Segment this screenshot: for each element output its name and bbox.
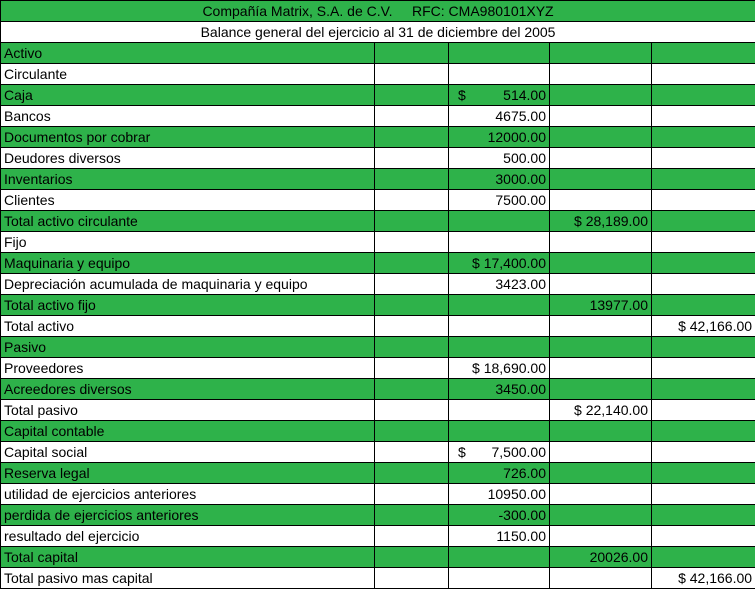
- empty-cell[interactable]: [652, 379, 755, 400]
- currency-symbol: $: [458, 444, 466, 460]
- empty-cell[interactable]: [550, 568, 652, 589]
- table-row: [1, 337, 755, 358]
- table-row: [1, 169, 755, 190]
- empty-cell[interactable]: [550, 85, 652, 106]
- empty-cell[interactable]: [652, 169, 755, 190]
- table-row: [1, 85, 755, 106]
- row-label-cell[interactable]: Total activo circulante: [1, 211, 375, 232]
- empty-cell[interactable]: [375, 127, 449, 148]
- empty-cell[interactable]: [449, 568, 550, 589]
- table-row: [1, 148, 755, 169]
- currency-amount: [452, 442, 546, 462]
- empty-cell[interactable]: [550, 64, 652, 85]
- table-row: [1, 253, 755, 274]
- empty-cell[interactable]: [375, 106, 449, 127]
- row-label-cell[interactable]: resultado del ejercicio: [1, 526, 375, 547]
- amount-cell-c2[interactable]: 13977.00: [550, 295, 652, 316]
- table-row: [1, 505, 755, 526]
- amount-cell-c1[interactable]: 7500.00: [449, 190, 550, 211]
- empty-cell[interactable]: [550, 484, 652, 505]
- empty-cell[interactable]: [449, 337, 550, 358]
- row-label-cell[interactable]: Fijo: [1, 232, 375, 253]
- empty-cell[interactable]: [375, 190, 449, 211]
- empty-cell[interactable]: [449, 64, 550, 85]
- company-title-cell[interactable]: Compañía Matrix, S.A. de C.V. RFC: CMA980101XYZ: [1, 1, 755, 22]
- empty-cell[interactable]: [550, 190, 652, 211]
- empty-cell[interactable]: [375, 232, 449, 253]
- empty-cell[interactable]: [550, 232, 652, 253]
- amount-cell-c2[interactable]: $ 28,189.00: [550, 211, 652, 232]
- table-row: [1, 379, 755, 400]
- header-row-subtitle: [1, 22, 755, 43]
- empty-cell[interactable]: [652, 85, 755, 106]
- header-row-company: [1, 1, 755, 22]
- empty-cell[interactable]: [375, 400, 449, 421]
- empty-cell[interactable]: [375, 484, 449, 505]
- table-row: [1, 127, 755, 148]
- empty-cell[interactable]: [550, 148, 652, 169]
- empty-cell[interactable]: [375, 421, 449, 442]
- amount-cell-c1[interactable]: [449, 85, 550, 106]
- empty-cell[interactable]: [652, 463, 755, 484]
- balance-subtitle-cell[interactable]: Balance general del ejercicio al 31 de diciembre del 2005: [1, 22, 755, 43]
- table-row: [1, 232, 755, 253]
- empty-cell[interactable]: [375, 169, 449, 190]
- row-label-cell[interactable]: Deudores diversos: [1, 148, 375, 169]
- table-row: [1, 295, 755, 316]
- empty-cell[interactable]: [449, 400, 550, 421]
- empty-cell[interactable]: [375, 547, 449, 568]
- empty-cell[interactable]: [375, 211, 449, 232]
- amount-cell-c1[interactable]: $ 17,400.00: [449, 253, 550, 274]
- currency-amount: [452, 85, 546, 105]
- table-row: [1, 400, 755, 421]
- amount-cell-c3[interactable]: $ 42,166.00: [652, 568, 755, 589]
- empty-cell[interactable]: [375, 274, 449, 295]
- empty-cell[interactable]: [449, 232, 550, 253]
- empty-cell[interactable]: [652, 253, 755, 274]
- table-row: [1, 421, 755, 442]
- empty-cell[interactable]: [652, 232, 755, 253]
- empty-cell[interactable]: [652, 43, 755, 64]
- amount-cell-c1[interactable]: 4675.00: [449, 106, 550, 127]
- table-row: [1, 358, 755, 379]
- empty-cell[interactable]: [375, 379, 449, 400]
- row-label-cell[interactable]: Acreedores diversos: [1, 379, 375, 400]
- empty-cell[interactable]: [652, 547, 755, 568]
- empty-cell[interactable]: [652, 400, 755, 421]
- empty-cell[interactable]: [550, 358, 652, 379]
- empty-cell[interactable]: [550, 253, 652, 274]
- empty-cell[interactable]: [449, 43, 550, 64]
- empty-cell[interactable]: [550, 43, 652, 64]
- row-label-cell[interactable]: Proveedores: [1, 358, 375, 379]
- row-label-cell[interactable]: Activo: [1, 43, 375, 64]
- empty-cell[interactable]: [375, 358, 449, 379]
- currency-symbol: $: [458, 87, 466, 103]
- table-row: [1, 274, 755, 295]
- amount-value: 514.00: [503, 87, 546, 103]
- empty-cell[interactable]: [449, 316, 550, 337]
- empty-cell[interactable]: [652, 484, 755, 505]
- row-label-cell[interactable]: Pasivo: [1, 337, 375, 358]
- amount-cell-c2[interactable]: 20026.00: [550, 547, 652, 568]
- row-label-cell[interactable]: Bancos: [1, 106, 375, 127]
- amount-cell-c1[interactable]: 1150.00: [449, 526, 550, 547]
- table-row: [1, 526, 755, 547]
- amount-cell-c1[interactable]: 3450.00: [449, 379, 550, 400]
- amount-cell-c3[interactable]: $ 42,166.00: [652, 316, 755, 337]
- row-label-cell[interactable]: Documentos por cobrar: [1, 127, 375, 148]
- empty-cell[interactable]: [375, 463, 449, 484]
- row-label-cell[interactable]: Caja: [1, 85, 375, 106]
- empty-cell[interactable]: [652, 106, 755, 127]
- table-row: [1, 442, 755, 463]
- empty-cell[interactable]: [652, 148, 755, 169]
- empty-cell[interactable]: [652, 127, 755, 148]
- empty-cell[interactable]: [550, 316, 652, 337]
- empty-cell[interactable]: [652, 211, 755, 232]
- empty-cell[interactable]: [652, 337, 755, 358]
- empty-cell[interactable]: [652, 190, 755, 211]
- empty-cell[interactable]: [550, 169, 652, 190]
- empty-cell[interactable]: [652, 274, 755, 295]
- row-label-cell[interactable]: Reserva legal: [1, 463, 375, 484]
- empty-cell[interactable]: [550, 379, 652, 400]
- table-row: [1, 316, 755, 337]
- amount-cell-c1[interactable]: 12000.00: [449, 127, 550, 148]
- empty-cell[interactable]: [550, 463, 652, 484]
- empty-cell[interactable]: [375, 85, 449, 106]
- amount-cell-c1[interactable]: 500.00: [449, 148, 550, 169]
- row-label-cell[interactable]: Capital social: [1, 442, 375, 463]
- empty-cell[interactable]: [449, 547, 550, 568]
- empty-cell[interactable]: [550, 421, 652, 442]
- empty-cell[interactable]: [652, 421, 755, 442]
- empty-cell[interactable]: [375, 43, 449, 64]
- empty-cell[interactable]: [652, 64, 755, 85]
- empty-cell[interactable]: [449, 211, 550, 232]
- amount-cell-c1[interactable]: 726.00: [449, 463, 550, 484]
- table-row: [1, 64, 755, 85]
- table-row: [1, 547, 755, 568]
- row-label-cell[interactable]: Total capital: [1, 547, 375, 568]
- amount-cell-c1[interactable]: -300.00: [449, 505, 550, 526]
- amount-cell-c1[interactable]: [449, 442, 550, 463]
- amount-cell-c1[interactable]: $ 18,690.00: [449, 358, 550, 379]
- empty-cell[interactable]: [449, 295, 550, 316]
- table-row: [1, 190, 755, 211]
- empty-cell[interactable]: [652, 505, 755, 526]
- amount-cell-c1[interactable]: 3000.00: [449, 169, 550, 190]
- amount-value: 7,500.00: [491, 444, 546, 460]
- row-label-cell[interactable]: Total activo fijo: [1, 295, 375, 316]
- amount-cell-c1[interactable]: 3423.00: [449, 274, 550, 295]
- table-row: [1, 568, 755, 589]
- empty-cell[interactable]: [449, 421, 550, 442]
- empty-cell[interactable]: [375, 505, 449, 526]
- empty-cell[interactable]: [550, 274, 652, 295]
- empty-cell[interactable]: [375, 148, 449, 169]
- empty-cell[interactable]: [550, 442, 652, 463]
- empty-cell[interactable]: [375, 64, 449, 85]
- amount-cell-c2[interactable]: $ 22,140.00: [550, 400, 652, 421]
- row-label-cell[interactable]: Inventarios: [1, 169, 375, 190]
- amount-cell-c1[interactable]: 10950.00: [449, 484, 550, 505]
- row-label-cell[interactable]: Total activo: [1, 316, 375, 337]
- empty-cell[interactable]: [652, 526, 755, 547]
- empty-cell[interactable]: [550, 127, 652, 148]
- empty-cell[interactable]: [550, 106, 652, 127]
- table-row: [1, 211, 755, 232]
- row-label-cell[interactable]: Capital contable: [1, 421, 375, 442]
- empty-cell[interactable]: [375, 337, 449, 358]
- empty-cell[interactable]: [652, 442, 755, 463]
- row-label-cell[interactable]: Total pasivo: [1, 400, 375, 421]
- empty-cell[interactable]: [550, 505, 652, 526]
- row-label-cell[interactable]: perdida de ejercicios anteriores: [1, 505, 375, 526]
- empty-cell[interactable]: [550, 337, 652, 358]
- row-label-cell[interactable]: Circulante: [1, 64, 375, 85]
- empty-cell[interactable]: [375, 568, 449, 589]
- empty-cell[interactable]: [375, 295, 449, 316]
- empty-cell[interactable]: [550, 526, 652, 547]
- row-label-cell[interactable]: utilidad de ejercicios anteriores: [1, 484, 375, 505]
- table-row: [1, 484, 755, 505]
- table-row: [1, 106, 755, 127]
- row-label-cell[interactable]: Maquinaria y equipo: [1, 253, 375, 274]
- empty-cell[interactable]: [375, 316, 449, 337]
- row-label-cell[interactable]: Depreciación acumulada de maquinaria y equipo: [1, 274, 375, 295]
- row-label-cell[interactable]: Total pasivo mas capital: [1, 568, 375, 589]
- table-row: [1, 43, 755, 64]
- empty-cell[interactable]: [652, 358, 755, 379]
- table-row: [1, 463, 755, 484]
- empty-cell[interactable]: [375, 526, 449, 547]
- row-label-cell[interactable]: Clientes: [1, 190, 375, 211]
- empty-cell[interactable]: [375, 442, 449, 463]
- empty-cell[interactable]: [652, 295, 755, 316]
- empty-cell[interactable]: [375, 253, 449, 274]
